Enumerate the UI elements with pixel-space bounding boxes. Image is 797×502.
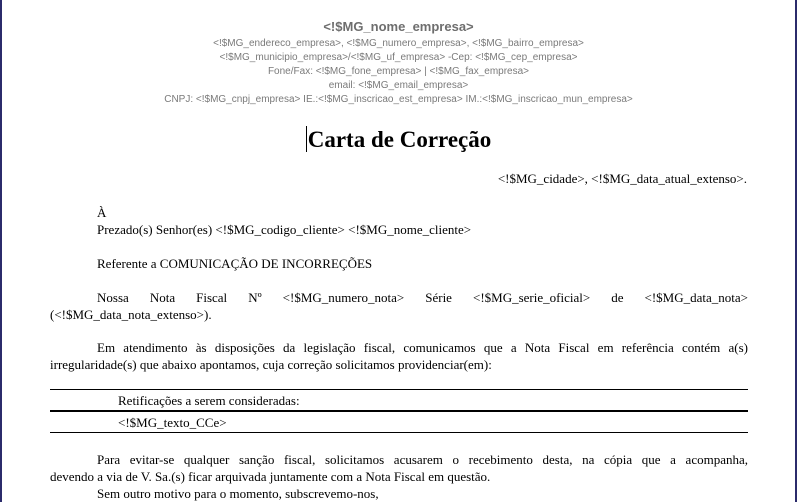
company-city[interactable]: <!$MG_municipio_empresa>/<!$MG_uf_empresa> -Cep: <!$MG_cep_empresa> <box>219 52 578 63</box>
company-phone[interactable]: Fone/Fax: <!$MG_fone_empresa> | <!$MG_fax_empresa> <box>267 66 530 77</box>
reference-line[interactable]: Referente a COMUNICAÇÃO DE INCORREÇÕES <box>97 256 373 271</box>
paragraph-nota-fiscal[interactable] <box>50 289 748 323</box>
table-top-border <box>50 389 748 390</box>
paragraph-sancao-line2: devendo a via de V. Sa.(s) ficar arquivada juntamente com a Nota Fiscal em questão. <box>50 469 491 484</box>
paragraph-nota-fiscal-line2: (<!$MG_data_nota_extenso>). <box>50 307 212 322</box>
table-header[interactable]: Retificações a serem consideradas: <box>118 393 300 408</box>
document-title[interactable] <box>0 126 797 153</box>
company-address[interactable]: <!$MG_endereco_empresa>, <!$MG_numero_empresa>, <!$MG_bairro_empresa> <box>213 38 584 49</box>
salutation-to[interactable]: À <box>97 205 107 220</box>
document-title-text: Carta de Correção <box>307 127 492 152</box>
paragraph-nota-fiscal-line1: Nossa Nota Fiscal Nº <!$MG_numero_nota> Série <!$MG_serie_oficial> de <!$MG_data_nota> <box>97 290 748 305</box>
salutation-name[interactable]: Prezado(s) Senhor(es) <!$MG_codigo_cliente> <!$MG_nome_cliente> <box>97 222 472 237</box>
paragraph-atendimento-line1: Em atendimento às disposições da legislação fiscal, comunicamos que a Nota Fiscal em referência contém a(s) <box>97 340 748 355</box>
paragraph-atendimento[interactable] <box>50 339 748 373</box>
paragraph-sancao-line1: Para evitar-se qualquer sanção fiscal, solicitamos acusarem o recebimento desta, na cópia que a acompanha, <box>97 452 748 467</box>
closing-line[interactable]: Sem outro motivo para o momento, subscrevemo-nos, <box>97 486 379 501</box>
company-registration[interactable]: CNPJ: <!$MG_cnpj_empresa> IE.:<!$MG_inscricao_est_empresa> IM.:<!$MG_inscricao_mun_empresa> <box>164 94 633 105</box>
company-email[interactable]: email: <!$MG_email_empresa> <box>328 80 469 91</box>
date-line[interactable]: <!$MG_cidade>, <!$MG_data_atual_extenso>. <box>497 171 747 186</box>
table-value[interactable]: <!$MG_texto_CCe> <box>118 415 227 430</box>
paragraph-atendimento-line2: irregularidade(s) que abaixo apontamos, cuja correção solicitamos providenciar(em): <box>50 357 492 372</box>
paragraph-sancao[interactable] <box>50 451 748 485</box>
company-name[interactable]: <!$MG_nome_empresa> <box>323 19 474 34</box>
text-cursor <box>306 126 307 152</box>
table-bottom-border <box>50 432 748 433</box>
table-middle-border <box>50 410 748 412</box>
